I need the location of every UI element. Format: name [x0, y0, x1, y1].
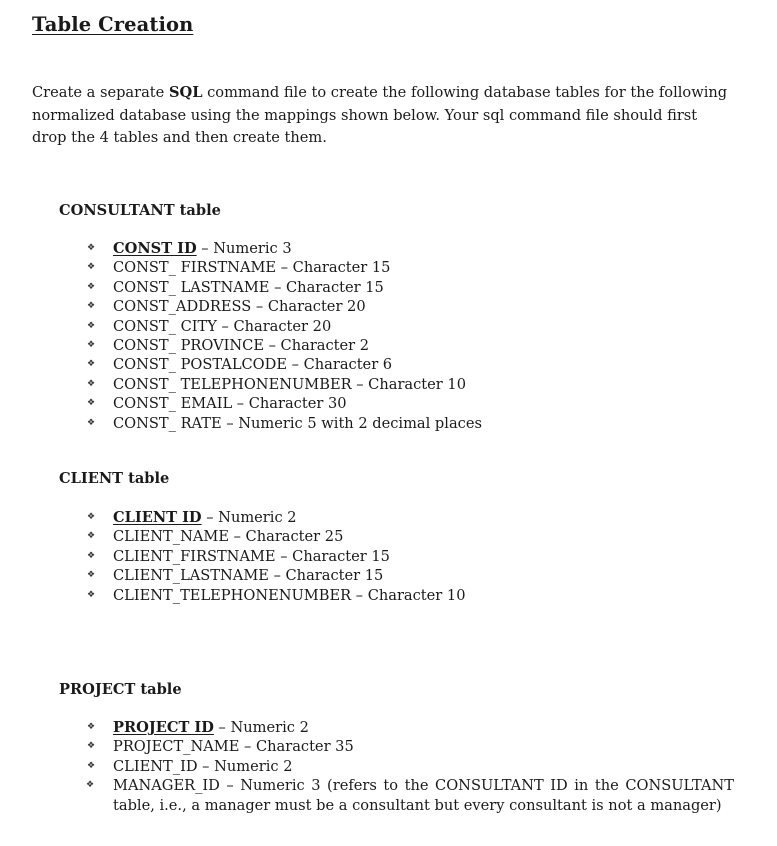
diamond-bullet-icon: ❖ [86, 531, 96, 542]
field-text: CONST_ POSTALCODE – Character 6 [113, 356, 393, 374]
field-text: CONST_ LASTNAME – Character 15 [113, 278, 384, 296]
diamond-bullet-icon: ❖ [86, 780, 95, 791]
field-text: CONST_ EMAIL – Character 30 [113, 395, 347, 413]
field-text: CONST_ CITY – Character 20 [113, 317, 332, 335]
list-item [86, 776, 734, 815]
list-item [86, 566, 466, 585]
diamond-bullet-icon: ❖ [86, 417, 96, 428]
field-text: CLIENT_LASTNAME – Character 15 [113, 567, 384, 585]
primary-key-desc: – Numeric 2 [213, 719, 309, 736]
diamond-bullet-icon: ❖ [86, 760, 96, 771]
list-item [86, 757, 734, 776]
page-title: Table Creation [32, 13, 194, 36]
primary-key-desc: – Numeric 2 [201, 509, 297, 526]
primary-key-name: CONST ID [113, 240, 197, 257]
diamond-bullet-icon: ❖ [86, 741, 96, 752]
client-field-list [86, 508, 466, 605]
diamond-bullet-icon: ❖ [86, 359, 96, 370]
primary-key-name: CLIENT ID [113, 509, 202, 526]
field-text: CONST_ TELEPHONENUMBER – Character 10 [113, 375, 466, 393]
diamond-bullet-icon: ❖ [86, 512, 96, 522]
list-item [86, 737, 734, 756]
diamond-bullet-icon: ❖ [86, 243, 96, 253]
diamond-bullet-icon: ❖ [86, 340, 96, 351]
diamond-bullet-icon: ❖ [86, 320, 96, 331]
diamond-bullet-icon: ❖ [86, 301, 96, 312]
list-item [86, 336, 482, 355]
list-item [86, 297, 482, 316]
list-item [86, 394, 482, 413]
intro-text-start: Create a separate [32, 84, 169, 101]
list-item [86, 375, 482, 394]
diamond-bullet-icon: ❖ [86, 589, 96, 600]
primary-key-desc: – Numeric 3 [196, 240, 292, 257]
field-text: CONST_ RATE – Numeric 5 with 2 decimal places [113, 414, 482, 432]
intro-sql-bold: SQL [168, 84, 203, 101]
list-item [86, 547, 466, 566]
diamond-bullet-icon: ❖ [86, 570, 96, 581]
consultant-table-heading: CONSULTANT table [59, 202, 221, 219]
intro-text-end: command file to create the following database tables for the following normalized database using the mappings shown below. Your sql command file should first drop the 4 tables and then create them. [32, 84, 728, 147]
diamond-bullet-icon: ❖ [86, 550, 96, 561]
list-item [86, 258, 482, 277]
consultant-field-list [86, 239, 482, 433]
list-item [86, 508, 466, 527]
diamond-bullet-icon: ❖ [86, 262, 96, 273]
project-table-heading: PROJECT table [59, 681, 182, 698]
project-field-list [86, 718, 734, 815]
field-text: CLIENT_TELEPHONENUMBER – Character 10 [113, 586, 466, 604]
field-text: CLIENT_NAME – Character 25 [113, 528, 344, 546]
primary-key-name: PROJECT ID [113, 719, 214, 736]
field-text: CONST_ PROVINCE – Character 2 [113, 337, 370, 355]
list-item [86, 278, 482, 297]
diamond-bullet-icon: ❖ [86, 398, 96, 409]
list-item [86, 239, 482, 258]
list-item [86, 586, 466, 605]
list-item [86, 355, 482, 374]
field-text: CLIENT_FIRSTNAME – Character 15 [113, 547, 390, 565]
field-text: MANAGER_ID – Numeric 3 (refers to the CONSULTANT ID in the CONSULTANT table, i.e., a manager must be a consultant but every consultant is not a manager) [113, 777, 734, 814]
intro-paragraph [32, 82, 732, 150]
field-text: CLIENT_ID – Numeric 2 [113, 757, 293, 775]
field-text: CONST_ADDRESS – Character 20 [113, 298, 366, 316]
field-text: PROJECT_NAME – Character 35 [113, 738, 354, 756]
list-item [86, 527, 466, 546]
list-item [86, 317, 482, 336]
diamond-bullet-icon: ❖ [86, 378, 96, 389]
list-item [86, 414, 482, 433]
field-text: CONST_ FIRSTNAME – Character 15 [113, 259, 391, 277]
client-table-heading: CLIENT table [59, 470, 170, 487]
diamond-bullet-icon: ❖ [86, 281, 96, 292]
diamond-bullet-icon: ❖ [86, 722, 96, 732]
list-item [86, 718, 734, 737]
